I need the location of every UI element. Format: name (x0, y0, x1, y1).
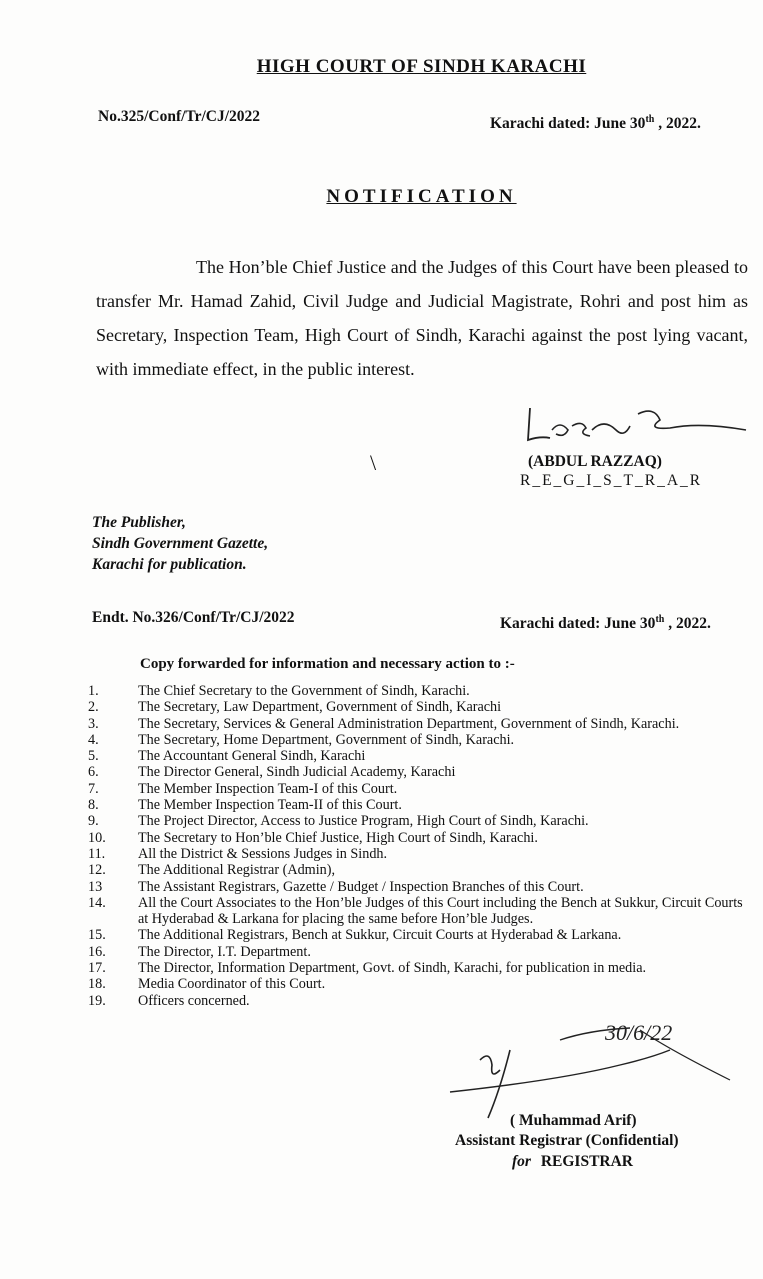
list-item-number: 18. (88, 976, 106, 993)
list-item-text: The Project Director, Access to Justice Program, High Court of Sindh, Karachi. (138, 813, 589, 830)
list-item (88, 960, 748, 976)
list-item (88, 976, 748, 992)
list-item-text: The Chief Secretary to the Government of Sindh, Karachi. (138, 683, 470, 699)
list-item-number: 17. (88, 960, 106, 977)
notification-body (96, 250, 748, 386)
notification-heading: NOTIFICATION (326, 186, 517, 207)
list-item-text: The Secretary to Hon’ble Chief Justice, High Court of Sindh, Karachi. (138, 829, 538, 846)
endorsement-number: Endt. No.326/Conf/Tr/CJ/2022 (92, 609, 295, 626)
publisher-line-3: Karachi for publication. (92, 556, 247, 573)
endorsement-date-prefix: Karachi dated: June 30 (500, 615, 656, 633)
for-whom: REGISTRAR (540, 1153, 633, 1170)
list-item-number: 2. (88, 699, 99, 716)
stray-mark: \ (370, 450, 377, 475)
list-item-number: 4. (88, 731, 99, 748)
list-item (88, 846, 748, 862)
list-item (88, 732, 748, 748)
list-item-number: 11. (88, 845, 106, 862)
assistant-registrar-name: ( Muhammad Arif) (510, 1112, 637, 1129)
list-item-text: The Assistant Registrars, Gazette / Budget / Inspection Branches of this Court. (138, 878, 584, 895)
list-item-text: All the Court Associates to the Hon’ble Judges of this Court including the Bench at Sukkur, Circuit Courts at Hyderabad & Larkana for placing the same before Hon’ble Judges. (138, 894, 743, 928)
list-item-text: The Accountant General Sindh, Karachi (138, 748, 366, 765)
list-item (88, 699, 748, 715)
list-item-number: 9. (88, 813, 99, 830)
registrar-name: (ABDUL RAZZAQ) (528, 453, 662, 470)
handwritten-date: 30/6/22 (605, 1020, 673, 1045)
list-item-text: Media Coordinator of this Court. (138, 976, 326, 993)
list-item-number: 1. (88, 683, 99, 699)
list-item-text: The Member Inspection Team-I of this Court. (138, 780, 398, 797)
list-item-number: 16. (88, 943, 106, 960)
list-item (88, 830, 748, 846)
for-word: for (512, 1153, 531, 1170)
endorsement-date (500, 614, 711, 633)
reference-number: No.325/Conf/Tr/CJ/2022 (98, 108, 261, 125)
list-item (88, 716, 748, 732)
endorsement-date-superscript: th (655, 614, 665, 625)
assistant-registrar-title: Assistant Registrar (Confidential) (455, 1132, 679, 1149)
copy-forwarded-list (88, 683, 748, 1009)
list-item-number: 15. (88, 927, 106, 944)
court-title: HIGH COURT OF SINDH KARACHI (256, 56, 587, 77)
date-suffix: , 2022. (654, 115, 701, 133)
list-item-number: 7. (88, 780, 99, 797)
list-item-number: 12. (88, 862, 106, 879)
list-item-text: The Additional Registrars, Bench at Sukkur, Circuit Courts at Hyderabad & Larkana. (138, 927, 622, 944)
list-item-text: The Member Inspection Team-II of this Court. (138, 797, 402, 814)
copy-forwarded-heading: Copy forwarded for information and necessary action to :- (140, 656, 515, 672)
list-item (88, 993, 748, 1009)
list-item-text: Officers concerned. (138, 992, 250, 1009)
registrar-title: R_E_G_I_S_T_R_A_R (520, 472, 703, 489)
list-item-text: The Additional Registrar (Admin), (138, 862, 336, 879)
list-item-text: All the District & Sessions Judges in Sindh. (138, 845, 388, 862)
list-item-text: The Director, I.T. Department. (138, 943, 311, 960)
registrar-signature (520, 400, 750, 450)
list-item (88, 813, 748, 829)
date-superscript: th (645, 114, 655, 125)
list-item-text: The Director, Information Department, Govt. of Sindh, Karachi, for publication in media. (138, 960, 647, 977)
list-item (88, 879, 748, 895)
list-item-number: 14. (88, 894, 106, 911)
notification-body-text: The Hon’ble Chief Justice and the Judges of this Court have been pleased to transfer Mr. Hamad Zahid, Civil Judge and Judicial Magistrate, Rohri and post him as Secretary, Inspection Team, High Court of Sindh, Karachi against the post lying vacant, with immediate effect, in the public interest. (96, 257, 748, 379)
list-item-number: 10. (88, 829, 106, 846)
publisher-block (92, 512, 268, 575)
publisher-line-2: Sindh Government Gazette, (92, 535, 269, 552)
list-item-number: 5. (88, 748, 99, 765)
list-item (88, 748, 748, 764)
list-item-number: 19. (88, 992, 106, 1009)
publisher-line-1: The Publisher, (92, 514, 186, 531)
list-item-text: The Director General, Sindh Judicial Academy, Karachi (138, 764, 456, 781)
endorsement-date-suffix: , 2022. (664, 615, 711, 633)
list-item (88, 797, 748, 813)
list-item (88, 944, 748, 960)
list-item-number: 13 (88, 878, 103, 895)
assistant-registrar-signature (440, 1010, 740, 1120)
list-item-text: The Secretary, Home Department, Government of Sindh, Karachi. (138, 731, 515, 748)
list-item-text: The Secretary, Law Department, Government of Sindh, Karachi (138, 699, 502, 716)
for-registrar (512, 1153, 633, 1171)
list-item (88, 927, 748, 943)
list-item (88, 895, 748, 928)
list-item (88, 781, 748, 797)
date-prefix: Karachi dated: June 30 (490, 115, 646, 133)
list-item-number: 3. (88, 715, 99, 732)
list-item-number: 8. (88, 797, 99, 814)
list-item-text: The Secretary, Services & General Administration Department, Government of Sindh, Karachi. (138, 715, 680, 732)
list-item (88, 683, 748, 699)
list-item-number: 6. (88, 764, 99, 781)
notification-date (490, 114, 701, 133)
list-item (88, 862, 748, 878)
list-item (88, 764, 748, 780)
